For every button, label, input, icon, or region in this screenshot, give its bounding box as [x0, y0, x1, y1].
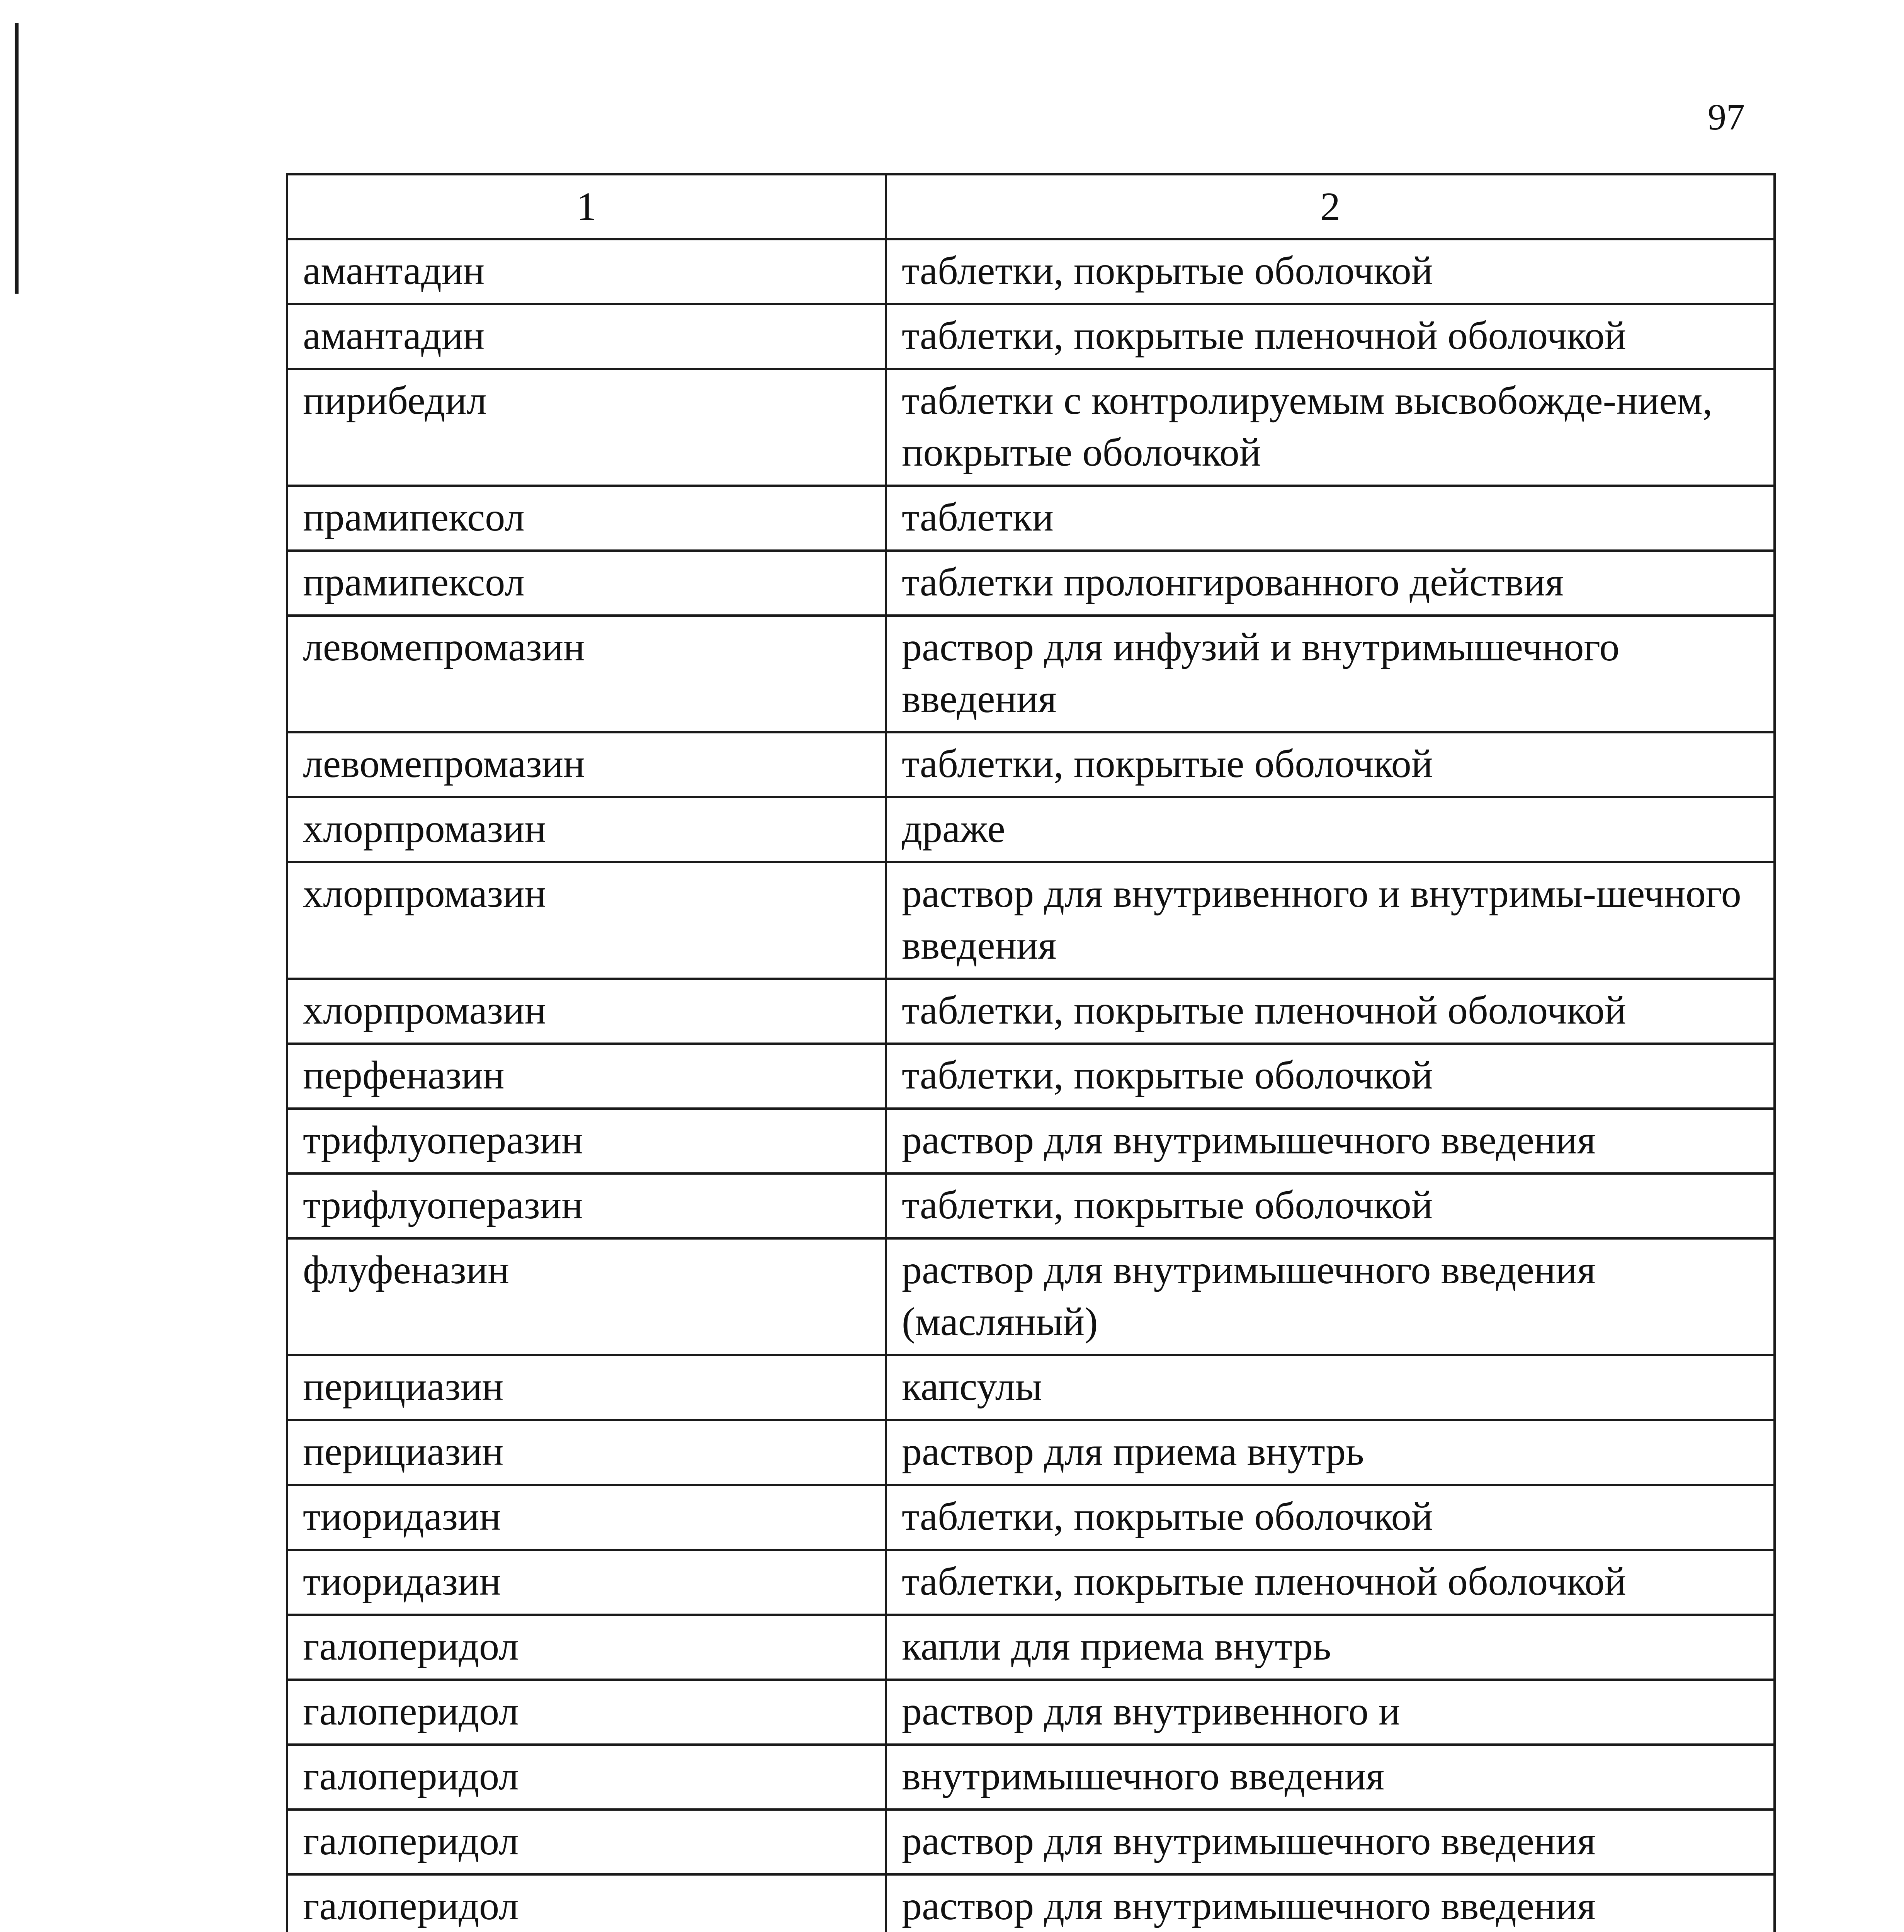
- dosage-form-cell: раствор для внутримышечного введения (масляный): [886, 1238, 1775, 1355]
- dosage-form-cell: капли для приема внутрь: [886, 1615, 1775, 1680]
- dosage-form-cell: таблетки пролонгированного действия: [886, 551, 1775, 616]
- dosage-form-cell: раствор для внутримышечного введения: [886, 1109, 1775, 1173]
- table-row: [287, 1238, 1775, 1355]
- table-row: [287, 1173, 1775, 1238]
- drug-name-cell: трифлуоперазин: [287, 1109, 886, 1173]
- table-row: [287, 1044, 1775, 1109]
- drug-name-cell: галоперидол: [287, 1680, 886, 1745]
- dosage-form-cell: таблетки, покрытые оболочкой: [886, 239, 1775, 304]
- dosage-form-cell: таблетки, покрытые пленочной оболочкой: [886, 979, 1775, 1044]
- drug-name-cell: хлорпромазин: [287, 979, 886, 1044]
- drug-name-cell: хлорпромазин: [287, 797, 886, 862]
- table-row: [287, 304, 1775, 369]
- binding-edge-line: [15, 23, 19, 294]
- dosage-form-cell: капсулы: [886, 1355, 1775, 1420]
- header-row: [287, 174, 1775, 239]
- dosage-form-cell: внутримышечного введения: [886, 1745, 1775, 1810]
- drug-name-cell: флуфеназин: [287, 1238, 886, 1355]
- dosage-form-cell: таблетки: [886, 486, 1775, 551]
- dosage-form-cell: раствор для инфузий и внутримышечного введения: [886, 616, 1775, 732]
- dosage-form-cell: таблетки, покрытые оболочкой: [886, 1044, 1775, 1109]
- drug-name-cell: перициазин: [287, 1355, 886, 1420]
- drug-name-cell: тиоридазин: [287, 1485, 886, 1550]
- drug-name-cell: прамипексол: [287, 551, 886, 616]
- drug-name-cell: хлорпромазин: [287, 862, 886, 979]
- drug-name-cell: галоперидол: [287, 1745, 886, 1810]
- drug-name-cell: амантадин: [287, 304, 886, 369]
- table-body: [287, 239, 1775, 1932]
- table-row: [287, 486, 1775, 551]
- drug-name-cell: левомепромазин: [287, 616, 886, 732]
- drug-name-cell: пирибедил: [287, 369, 886, 486]
- table-row: [287, 1550, 1775, 1615]
- table-row: [287, 1874, 1775, 1932]
- table-row: [287, 239, 1775, 304]
- table-row: [287, 1355, 1775, 1420]
- dosage-form-cell: таблетки, покрытые пленочной оболочкой: [886, 1550, 1775, 1615]
- dosage-form-cell: драже: [886, 797, 1775, 862]
- table-row: [287, 1420, 1775, 1485]
- drug-table: [286, 173, 1776, 1932]
- drug-name-cell: галоперидол: [287, 1874, 886, 1932]
- table-row: [287, 1810, 1775, 1874]
- table-row: [287, 797, 1775, 862]
- dosage-form-cell: раствор для внутривенного и: [886, 1680, 1775, 1745]
- column-header-1: 1: [287, 174, 886, 239]
- dosage-form-cell: раствор для внутримышечного введения: [886, 1810, 1775, 1874]
- table-row: [287, 1109, 1775, 1173]
- dosage-form-cell: раствор для приема внутрь: [886, 1420, 1775, 1485]
- column-header-2: 2: [886, 174, 1775, 239]
- dosage-form-cell: раствор для внутримышечного введения: [886, 1874, 1775, 1932]
- drug-name-cell: амантадин: [287, 239, 886, 304]
- table-row: [287, 979, 1775, 1044]
- dosage-form-cell: раствор для внутривенного и внутримы-шечного введения: [886, 862, 1775, 979]
- dosage-form-cell: таблетки с контролируемым высвобожде-нием, покрытые оболочкой: [886, 369, 1775, 486]
- table-row: [287, 551, 1775, 616]
- drug-name-cell: галоперидол: [287, 1810, 886, 1874]
- dosage-form-cell: таблетки, покрытые оболочкой: [886, 1485, 1775, 1550]
- dosage-form-cell: таблетки, покрытые оболочкой: [886, 732, 1775, 797]
- drug-name-cell: левомепромазин: [287, 732, 886, 797]
- dosage-form-cell: таблетки, покрытые оболочкой: [886, 1173, 1775, 1238]
- table-row: [287, 1615, 1775, 1680]
- drug-name-cell: трифлуоперазин: [287, 1173, 886, 1238]
- drug-name-cell: перициазин: [287, 1420, 886, 1485]
- table-row: [287, 732, 1775, 797]
- table-row: [287, 369, 1775, 486]
- table-row: [287, 1745, 1775, 1810]
- drug-name-cell: тиоридазин: [287, 1550, 886, 1615]
- drug-name-cell: галоперидол: [287, 1615, 886, 1680]
- table-row: [287, 1485, 1775, 1550]
- table-row: [287, 1680, 1775, 1745]
- table-row: [287, 616, 1775, 732]
- page-number: 97: [1708, 96, 1745, 138]
- dosage-form-cell: таблетки, покрытые пленочной оболочкой: [886, 304, 1775, 369]
- drug-name-cell: перфеназин: [287, 1044, 886, 1109]
- table-row: [287, 862, 1775, 979]
- drug-name-cell: прамипексол: [287, 486, 886, 551]
